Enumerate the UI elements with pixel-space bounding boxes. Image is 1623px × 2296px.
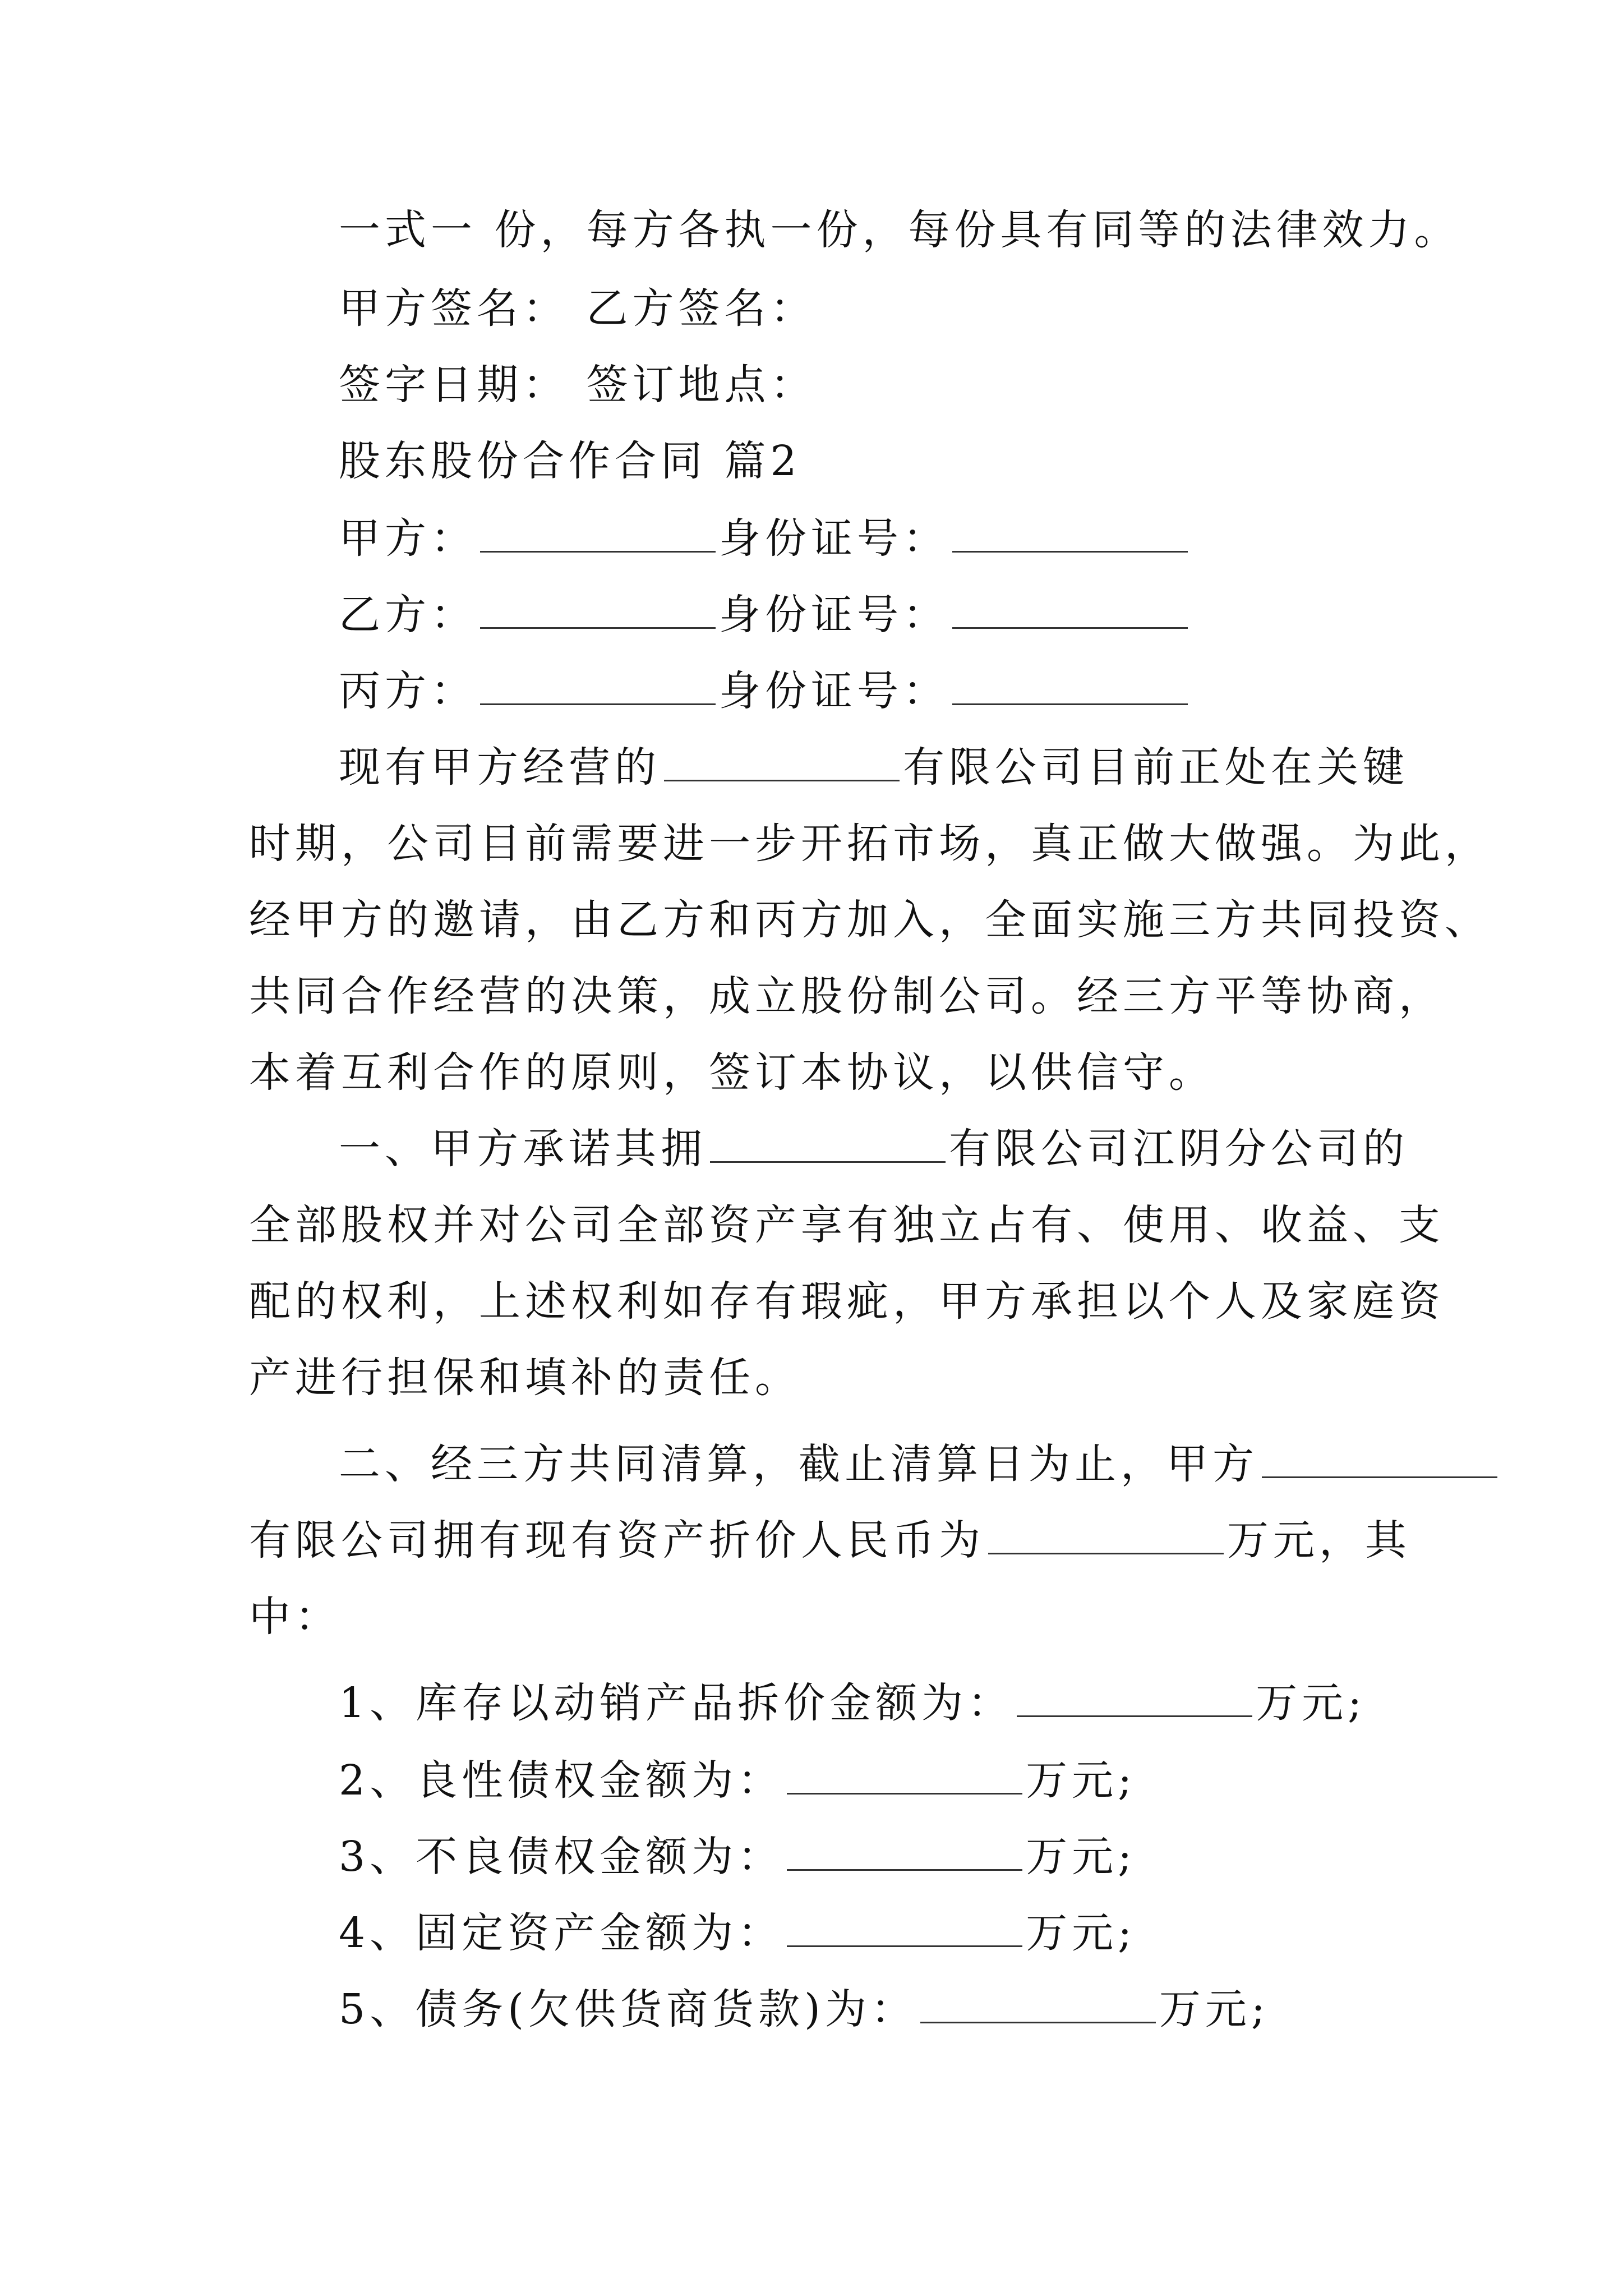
para3-company-blank[interactable] bbox=[1262, 1471, 1497, 1478]
item-5 bbox=[339, 1981, 1270, 2037]
item-1-label: 1、库存以动销产品拆价金额为： bbox=[339, 1679, 1014, 1727]
party-b-name-blank[interactable] bbox=[480, 622, 716, 629]
item-3 bbox=[339, 1829, 1136, 1885]
para1-text-a: 现有甲方经营的 bbox=[339, 743, 661, 792]
asset-value-blank[interactable] bbox=[988, 1547, 1224, 1554]
para3-line2 bbox=[249, 1512, 1411, 1568]
item-5-unit: 万元; bbox=[1159, 1985, 1270, 2033]
para3-text-c: 万元，其 bbox=[1227, 1516, 1411, 1565]
item-5-label: 5、债务(欠供货商货款)为： bbox=[339, 1985, 917, 2033]
para1-line5: 本着互利合作的原则，签订本协议，以供信守。 bbox=[249, 1048, 1215, 1097]
branch-company-blank[interactable] bbox=[710, 1156, 946, 1163]
item-5-blank[interactable] bbox=[920, 2016, 1156, 2023]
party-b-line bbox=[339, 587, 1191, 643]
item-1 bbox=[339, 1675, 1366, 1731]
party-c-id-blank[interactable] bbox=[952, 698, 1188, 705]
para1-line3: 经甲方的邀请，由乙方和丙方加入，全面实施三方共同投资、 bbox=[249, 896, 1491, 944]
party-a-line bbox=[339, 510, 1191, 567]
para2-line3: 配的权利，上述权利如存有瑕疵，甲方承担以个人及家庭资 bbox=[249, 1277, 1445, 1326]
id-label: 身份证号： bbox=[719, 667, 949, 715]
item-2-blank[interactable] bbox=[787, 1787, 1022, 1795]
party-c-name-blank[interactable] bbox=[480, 698, 716, 705]
item-2-unit: 万元; bbox=[1026, 1756, 1137, 1805]
party-a-id-blank[interactable] bbox=[952, 545, 1188, 553]
item-4-blank[interactable] bbox=[787, 1940, 1022, 1947]
para3-text-a: 二、经三方共同清算，截止清算日为止，甲方 bbox=[339, 1440, 1258, 1488]
signature-line: 甲方签名： 乙方签名： bbox=[339, 284, 817, 333]
item-4 bbox=[339, 1905, 1136, 1961]
company-name-blank[interactable] bbox=[664, 774, 900, 781]
party-c-line bbox=[339, 663, 1191, 719]
item-1-unit: 万元; bbox=[1256, 1679, 1367, 1727]
para3-line1 bbox=[339, 1436, 1501, 1492]
item-2-label: 2、良性债权金额为： bbox=[339, 1756, 784, 1805]
item-4-label: 4、固定资产金额为： bbox=[339, 1909, 784, 1957]
party-a-label: 甲方： bbox=[339, 514, 477, 563]
para2-line1 bbox=[339, 1121, 1409, 1177]
party-b-label: 乙方： bbox=[339, 591, 477, 639]
para2-text-b: 有限公司江阴分公司的 bbox=[949, 1125, 1409, 1173]
party-b-id-blank[interactable] bbox=[952, 622, 1188, 629]
item-3-label: 3、不良债权金额为： bbox=[339, 1833, 784, 1881]
item-1-blank[interactable] bbox=[1017, 1710, 1252, 1717]
para2-line2: 全部股权并对公司全部资产享有独立占有、使用、收益、支 bbox=[249, 1201, 1445, 1249]
party-c-label: 丙方： bbox=[339, 667, 477, 715]
para1-line1 bbox=[339, 739, 1409, 795]
para1-text-b: 有限公司目前正处在关键 bbox=[903, 743, 1409, 792]
copies-clause: 一式一 份，每方各执一份，每份具有同等的法律效力。 bbox=[339, 206, 1460, 254]
id-label: 身份证号： bbox=[719, 591, 949, 639]
para3-line3: 中： bbox=[249, 1593, 341, 1641]
item-2 bbox=[339, 1752, 1136, 1809]
section-title: 股东股份合作合同 篇2 bbox=[339, 437, 801, 485]
id-label: 身份证号： bbox=[719, 514, 949, 563]
date-place-line: 签字日期： 签订地点： bbox=[339, 361, 817, 409]
para2-line4: 产进行担保和填补的责任。 bbox=[249, 1354, 801, 1402]
para1-line4: 共同合作经营的决策，成立股份制公司。经三方平等协商， bbox=[249, 972, 1445, 1020]
party-a-name-blank[interactable] bbox=[480, 545, 716, 553]
para2-text-a: 一、甲方承诺其拥 bbox=[339, 1125, 707, 1173]
item-3-unit: 万元; bbox=[1026, 1833, 1137, 1881]
para1-line2: 时期，公司目前需要进一步开拓市场，真正做大做强。为此， bbox=[249, 820, 1491, 868]
para3-text-b: 有限公司拥有现有资产折价人民币为 bbox=[249, 1516, 985, 1565]
item-3-blank[interactable] bbox=[787, 1864, 1022, 1871]
item-4-unit: 万元; bbox=[1026, 1909, 1137, 1957]
